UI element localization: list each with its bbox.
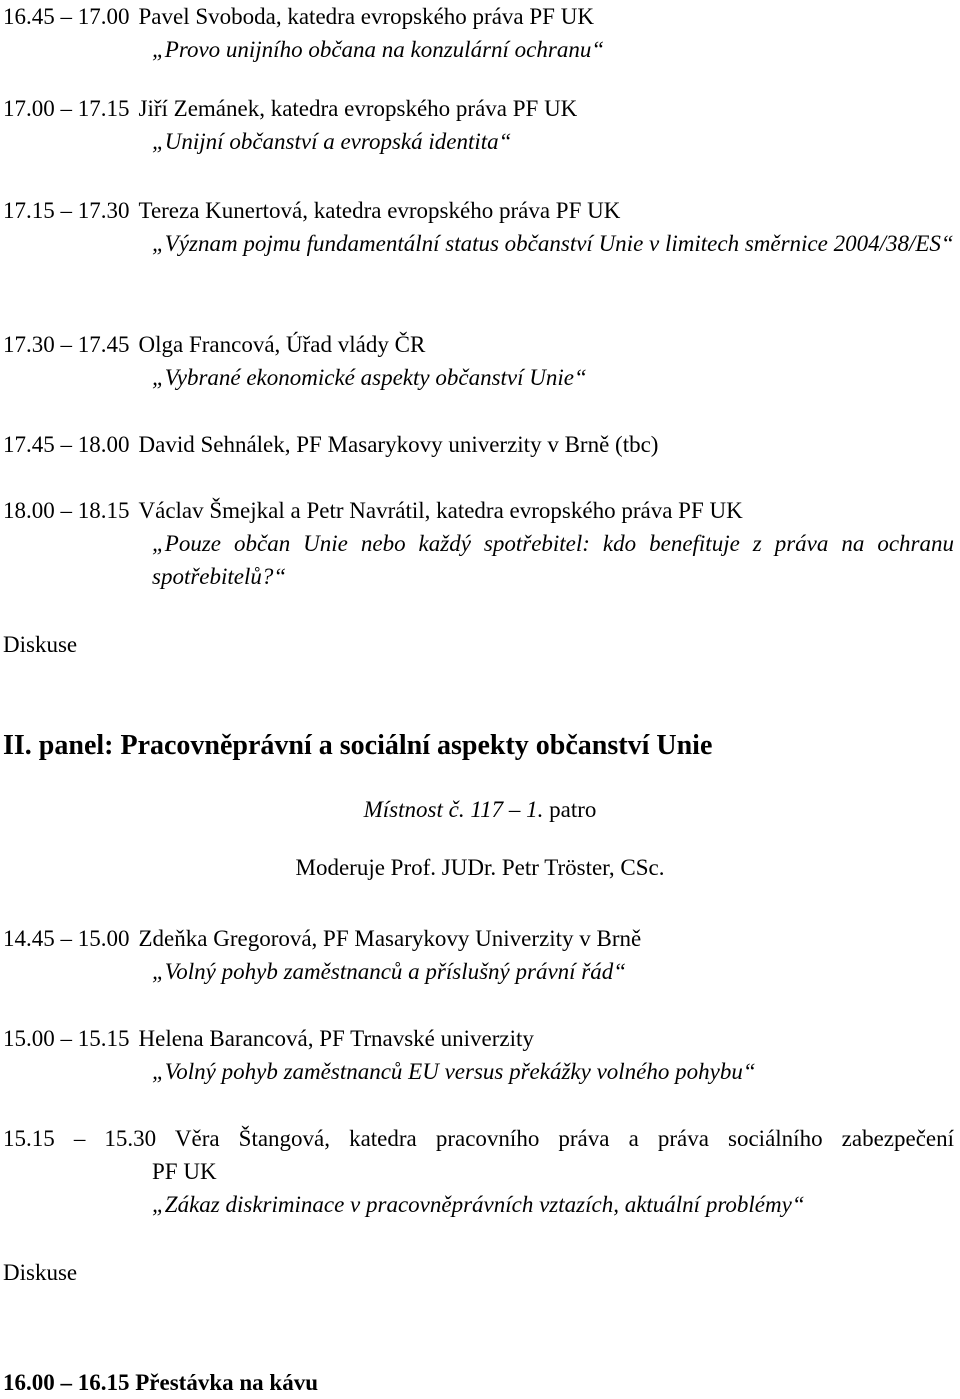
talk-time: 17.00 – 17.15: [3, 96, 130, 121]
panel2-talk-1: [3, 922, 954, 988]
panel2-talk-3: [3, 1122, 954, 1221]
discussion-label-2: Diskuse: [3, 1260, 78, 1285]
talk-speaker-cont: PF UK: [152, 1159, 217, 1184]
talk-time: 16.45 – 17.00: [3, 4, 130, 29]
talk-title: „Unijní občanství a evropská identita“: [152, 129, 512, 154]
talk-speaker: Václav Šmejkal a Petr Navrátil, katedra evropského práva PF UK: [138, 498, 743, 523]
talk-5: [3, 428, 954, 461]
talk-time: 14.45 – 15.00: [3, 926, 130, 951]
room-label: Místnost č. 117 – 1.: [363, 797, 544, 822]
talk-4: [3, 328, 954, 394]
talk-1: [3, 0, 954, 66]
moderator: Moderuje Prof. JUDr. Petr Tröster, CSc.: [295, 855, 665, 880]
talk-6: [3, 494, 954, 593]
talk-title: „Volný pohyb zaměstnanců EU versus překážky volného pohybu“: [152, 1059, 756, 1084]
talk-title: „Význam pojmu fundamentální status občanství Unie v limitech směrnice 2004/38/ES“: [152, 231, 954, 256]
talk-title: „Volný pohyb zaměstnanců a příslušný právní řád“: [152, 959, 627, 984]
room-info: [0, 793, 960, 826]
talk-speaker: Olga Francová, Úřad vlády ČR: [138, 332, 426, 357]
talk-speaker: Jiří Zemánek, katedra evropského práva PF UK: [138, 96, 578, 121]
talk-time: 17.15 – 17.30: [3, 198, 130, 223]
talk-speaker: Věra Štangová, katedra pracovního práva a práva sociálního zabezpečení: [174, 1126, 955, 1151]
talk-time: 17.45 – 18.00: [3, 432, 130, 457]
talk-time: 17.30 – 17.45: [3, 332, 130, 357]
talk-3: [3, 194, 954, 260]
discussion-label: Diskuse: [3, 632, 78, 657]
talk-time: 18.00 – 18.15: [3, 498, 130, 523]
talk-time: 15.15 – 15.30: [3, 1126, 157, 1151]
talk-title: „Zákaz diskriminace v pracovněprávních vztazích, aktuální problémy“: [152, 1192, 805, 1217]
talk-2: [3, 92, 954, 158]
coffee-break: [3, 1366, 318, 1399]
talk-time: 15.00 – 15.15: [3, 1026, 130, 1051]
talk-speaker: Tereza Kunertová, katedra evropského práva PF UK: [138, 198, 621, 223]
talk-title: „Provo unijního občana na konzulární ochranu“: [152, 37, 605, 62]
talk-speaker: David Sehnálek, PF Masarykovy univerzity v Brně (tbc): [138, 432, 659, 457]
panel2-talk-2: [3, 1022, 954, 1088]
talk-title: „Vybrané ekonomické aspekty občanství Unie“: [152, 365, 587, 390]
break-label: Přestávka na kávu: [135, 1370, 318, 1395]
talk-title: „Pouze občan Unie nebo každý spotřebitel: kdo benefituje z práva na ochranu spotřebitelů?“: [152, 531, 954, 589]
talk-speaker: Zdeňka Gregorová, PF Masarykovy Univerzity v Brně: [138, 926, 642, 951]
room-floor: patro: [543, 797, 597, 822]
talk-speaker: Pavel Svoboda, katedra evropského práva PF UK: [138, 4, 594, 29]
panel-title: II. panel: Pracovněprávní a sociální aspekty občanství Unie: [3, 730, 713, 761]
break-time: 16.00 – 16.15: [3, 1370, 130, 1395]
talk-speaker: Helena Barancová, PF Trnavské univerzity: [138, 1026, 534, 1051]
